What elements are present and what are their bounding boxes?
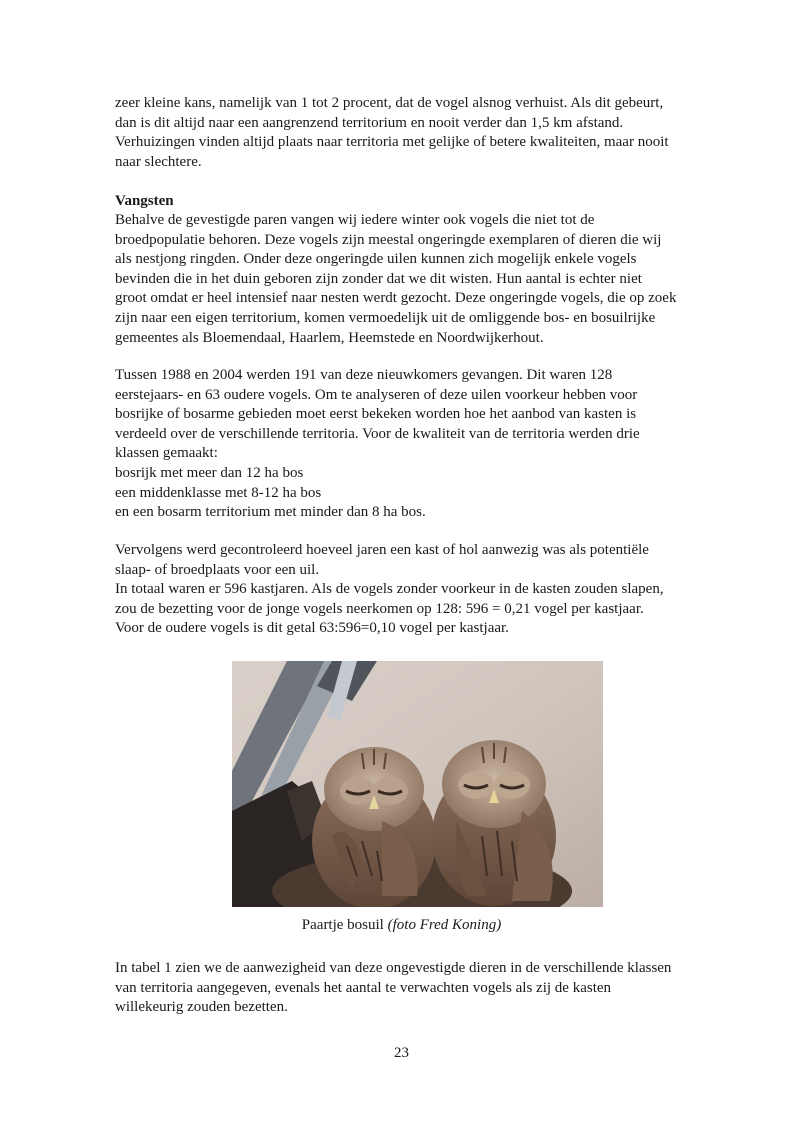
owls-photo (232, 661, 603, 907)
text-line: Vervolgens werd gecontroleerd hoeveel jaren een kast of hol aanwezig was als potentiële (115, 542, 649, 558)
text-line: Behalve de gevestigde paren vangen wij iedere winter ook vogels die niet tot de (115, 212, 595, 228)
list-item: een middenklasse met 8-12 ha bos (115, 484, 322, 501)
paragraph-verhuizing (115, 94, 735, 172)
paragraph-kastjaren (115, 541, 735, 639)
text-line: van territoria aangegeven, evenals het aantal te verwachten vogels als zij de kasten (115, 979, 612, 996)
photo-caption (0, 917, 803, 934)
text-line: bosrijke of bosarme gebieden moet eerst bekeken worden hoe het aanbod van kasten is (115, 406, 637, 423)
text-line: groot omdat er heel intensief naar nesten werdt gezocht. Deze ongeringde vogels, die op zoek (115, 290, 677, 307)
text-line: willekeurig zouden bezetten. (115, 999, 288, 1016)
caption-text: Paartje bosuil (301, 917, 388, 933)
text-line: Voor de oudere vogels is dit getal 63:596=0,10 vogel per kastjaar. (115, 620, 509, 637)
caption-credit: (foto Fred Koning) (387, 917, 502, 933)
paragraph-nieuwkomers (115, 366, 735, 523)
text-line: In totaal waren er 596 kastjaren. Als de vogels zonder voorkeur in de kasten zouden slapen, (115, 581, 664, 598)
text-line: In tabel 1 zien we de aanwezigheid van deze ongevestigde dieren in de verschillende klassen (115, 960, 672, 976)
text-line: Verhuizingen vinden altijd plaats naar territoria met gelijke of betere kwaliteiten, maar nooit (115, 134, 669, 151)
list-item: en een bosarm territorium met minder dan 8 ha bos. (115, 504, 426, 521)
paragraph-tabel (115, 959, 735, 1018)
text-line: als nestjong ringden. Onder deze ongeringde uilen kunnen zich mogelijk enkele vogels (115, 251, 637, 268)
text-line: zijn naar een eigen territorium, komen vermoedelijk uit de omliggende bos- en bosuilrijke (115, 309, 656, 326)
text-line: gemeentes als Bloemendaal, Haarlem, Heemstede en Noordwijkerhout. (115, 329, 544, 346)
text-line: bevinden die in het duin geboren zijn zonder dat we dit wisten. Hun aantal is echter niet (115, 270, 642, 287)
text-line: dan is dit altijd naar een aangrenzend territorium en nooit verder dan 1,5 km afstand. (115, 114, 624, 131)
text-line: verdeeld over de verschillende territoria. Voor de kwaliteit van de territoria werden drie (115, 425, 640, 442)
page-number: 23 (394, 1045, 409, 1061)
text-line: Tussen 1988 en 2004 werden 191 van deze nieuwkomers gevangen. Dit waren 128 (115, 367, 613, 383)
text-line: zou de bezetting voor de jonge vogels neerkomen op 128: 596 = 0,21 vogel per kastjaar. (115, 600, 644, 617)
list-item: bosrijk met meer dan 12 ha bos (115, 464, 304, 481)
text-line: naar slechtere. (115, 153, 202, 170)
text-line: eerstejaars- en 63 oudere vogels. Om te analyseren of deze uilen voorkeur hebben voor (115, 386, 638, 403)
section-heading: Vangsten (115, 193, 174, 209)
text-line: klassen gemaakt: (115, 445, 218, 462)
text-line: zeer kleine kans, namelijk van 1 tot 2 procent, dat de vogel alsnog verhuist. Als dit gebeurt, (115, 95, 664, 111)
paragraph-vangsten (115, 211, 735, 348)
text-line: broedpopulatie behoren. Deze vogels zijn meestal ongeringde exemplaren of dieren die wij (115, 231, 662, 248)
text-line: slaap- of broedplaats voor een uil. (115, 561, 320, 578)
